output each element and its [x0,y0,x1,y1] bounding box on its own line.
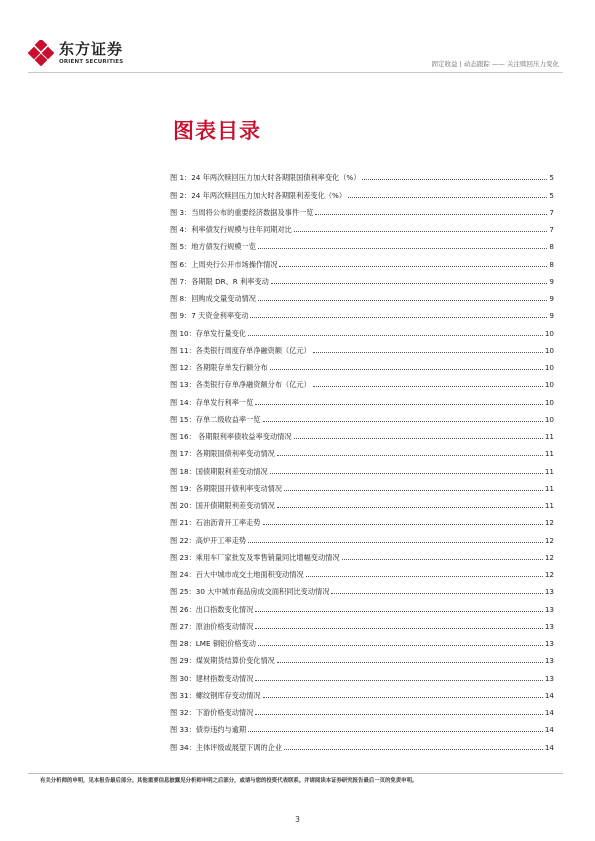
toc-entry[interactable] [170,579,554,596]
toc-entry-label: 图 23：乘用车厂家批发及零售销量同比增幅变动情况 [170,552,340,562]
toc-entry[interactable] [170,200,554,217]
toc-entry-page: 7 [549,225,554,234]
toc-leader-dots [258,300,548,301]
toc-entry-label: 图 16： 各期限利率债收益率变动情况 [170,432,292,441]
toc-leader-dots [306,576,543,577]
toc-entry[interactable] [170,234,554,251]
toc-entry-page: 11 [544,432,554,441]
toc-leader-dots [271,283,548,284]
disclaimer: 有关分析师的申明，见本报告最后部分。其他重要信息披露见分析师申明之后部分，或请与您的投资代表联系。并请阅读本证券研究报告最后一页的免责申明。 [40,778,418,784]
toc-entry[interactable] [170,407,554,424]
toc-entry[interactable] [170,562,554,579]
toc-leader-dots [284,749,543,750]
toc-entry-page: 11 [544,466,554,476]
toc-entry[interactable] [170,510,554,527]
toc-entry-label: 图 34：主体评级或展望下调的企业 [170,742,283,752]
toc-entry-label: 图 6：上周央行公开市场操作情况 [170,259,278,269]
toc-leader-dots [255,404,543,405]
toc-leader-dots [279,266,547,267]
toc-entry-label: 图 15：存单二级收益率一览 [170,414,261,424]
toc-entry-label: 图 11：各类银行周度存单净融资额（亿元） [170,345,311,355]
toc-leader-dots [313,352,543,353]
toc-entry-label: 图 24：百大中城市成交土地面积变动情况 [170,570,304,579]
toc-entry[interactable] [170,217,554,234]
toc-entry[interactable] [170,389,554,406]
toc-entry-page: 10 [544,414,554,424]
toc-entry-label: 图 5：地方债发行规模一览 [170,242,256,252]
toc-entry-label: 图 7：各期限 DR、R 利率变动 [170,276,269,286]
toc-entry-label: 图 27：原油价格变动情况 [170,621,254,631]
toc-leader-dots [255,714,543,715]
toc-leader-dots [255,611,543,612]
toc-leader-dots [277,455,543,456]
toc-entry-page: 13 [544,604,554,614]
toc-leader-dots [250,317,547,318]
toc-entry-label: 图 18：国债期限利差变动情况 [170,466,268,476]
toc-entry-label: 图 22：高炉开工率走势 [170,535,247,545]
toc-entry-page: 5 [549,173,554,183]
toc-leader-dots [263,524,543,525]
toc-entry[interactable] [170,165,554,182]
toc-leader-dots [348,197,547,198]
toc-leader-dots [255,680,543,681]
toc-entry-page: 9 [549,311,554,321]
toc-leader-dots [270,369,543,370]
toc-entry-page: 13 [544,673,554,683]
toc-entry-page: 13 [544,639,554,648]
toc-entry-label: 图 4：利率债发行规模与往年同期对比 [170,225,292,234]
toc-entry-label: 图 9：7 天资金利率变动 [170,311,249,321]
toc-entry[interactable] [170,303,554,320]
logo-chinese-name: 东方证券 [59,40,124,58]
report-category: 固定收益 | 动态跟踪 —— 关注赎回压力变化 [431,60,559,68]
toc-entry-page: 7 [549,207,554,217]
toc-entry-page: 10 [544,397,554,407]
header-divider [28,72,563,73]
toc-entry[interactable] [170,182,554,199]
toc-leader-dots [248,335,543,336]
page-number: 3 [295,815,300,824]
toc-entry[interactable] [170,717,554,734]
toc-leader-dots [258,248,548,249]
toc-entry-page: 9 [549,294,554,303]
toc-entry[interactable] [170,734,554,751]
toc-entry[interactable] [170,700,554,717]
toc-leader-dots [294,231,548,232]
toc-leader-dots [294,438,543,439]
toc-entry-label: 图 13：各类银行存单净融资额分布（亿元） [170,380,311,390]
toc-leader-dots [263,697,543,698]
toc-entry-page: 11 [544,501,554,510]
toc-leader-dots [248,542,543,543]
logo-english-name: ORIENT SECURITIES [59,59,124,65]
table-of-figures [170,165,554,752]
page-header [0,0,595,80]
toc-entry[interactable] [170,614,554,631]
toc-entry[interactable] [170,665,554,682]
toc-entry-label: 图 31：螺纹钢库存变动情况 [170,690,261,700]
toc-entry[interactable] [170,355,554,372]
toc-entry-label: 图 1：24 年两次赎回压力加大时各期限国债利率变化（%） [170,173,361,183]
toc-leader-dots [284,490,543,491]
toc-entry[interactable] [170,372,554,389]
toc-entry-page: 11 [544,483,554,493]
page-title: 图表目录 [173,119,261,143]
toc-leader-dots [270,473,543,474]
toc-entry-label: 图 20：国开债期限利差变动情况 [170,501,275,510]
toc-entry-page: 11 [544,449,554,459]
toc-entry-label: 图 32：下游价格变动情况 [170,708,254,717]
toc-entry-page: 12 [544,518,554,528]
toc-entry-page: 14 [544,708,554,717]
toc-leader-dots [362,179,547,180]
toc-entry-label: 图 19：各期限国开债利率变动情况 [170,483,283,493]
toc-entry-label: 图 12：各期限存单发行额分布 [170,363,268,372]
toc-entry-label: 图 33：债券违约与逾期 [170,725,247,735]
toc-entry-page: 13 [544,621,554,631]
toc-entry-page: 10 [544,380,554,390]
toc-entry-label: 图 14：存单发行利率一览 [170,397,254,407]
toc-entry-page: 12 [544,552,554,562]
toc-leader-dots [255,628,543,629]
toc-entry-label: 图 29：煤炭期货结算价变化情况 [170,656,275,666]
toc-entry-page: 12 [544,535,554,545]
toc-entry[interactable] [170,320,554,337]
toc-leader-dots [248,731,543,732]
toc-leader-dots [277,507,543,508]
toc-leader-dots [331,593,542,594]
toc-leader-dots [258,645,543,646]
toc-entry-page: 12 [544,570,554,579]
toc-entry-page: 5 [549,190,554,200]
toc-entry-label: 图 10：存单发行量变化 [170,328,247,338]
toc-entry-page: 10 [544,363,554,372]
toc-entry-page: 13 [544,587,554,597]
toc-entry-label: 图 8：回购成交量变动情况 [170,294,256,303]
toc-entry-label: 图 2：24 年两次赎回压力加大时各期限利差变化（%） [170,190,347,200]
toc-entry-label: 图 25：30 大中城市商品房成交面积同比变动情况 [170,587,330,597]
toc-entry-page: 14 [544,725,554,735]
footer-divider [28,773,563,774]
toc-entry-label: 图 21：石油沥青开工率走势 [170,518,261,528]
toc-entry[interactable] [170,269,554,286]
toc-entry[interactable] [170,476,554,493]
toc-leader-dots [277,662,543,663]
toc-leader-dots [315,214,547,215]
toc-entry-label: 图 26：出口指数变化情况 [170,604,254,614]
toc-entry[interactable] [170,251,554,268]
toc-entry-page: 13 [544,656,554,666]
toc-entry[interactable] [170,631,554,648]
toc-leader-dots [313,386,543,387]
toc-leader-dots [263,421,543,422]
toc-entry-label: 图 3：当周将公布的重要经济数据及事件一览 [170,207,314,217]
toc-entry[interactable] [170,545,554,562]
toc-entry-page: 14 [544,690,554,700]
toc-entry[interactable] [170,286,554,303]
toc-entry-page: 9 [549,276,554,286]
toc-entry[interactable] [170,683,554,700]
toc-entry-label: 图 28：LME 铜铝价格变动 [170,639,256,648]
toc-entry[interactable] [170,441,554,458]
toc-entry[interactable] [170,648,554,665]
toc-entry-page: 8 [549,242,554,252]
toc-entry[interactable] [170,596,554,613]
toc-entry-label: 图 17：各期限国债利率变动情况 [170,449,275,459]
toc-entry[interactable] [170,527,554,544]
toc-entry[interactable] [170,424,554,441]
toc-entry[interactable] [170,493,554,510]
toc-entry-label: 图 30：建材指数变动情况 [170,673,254,683]
toc-entry-page: 14 [544,742,554,752]
toc-entry-page: 8 [549,259,554,269]
company-logo [28,40,148,76]
toc-leader-dots [342,559,543,560]
orient-logo-icon [28,40,54,66]
toc-entry[interactable] [170,458,554,475]
toc-entry-page: 10 [544,345,554,355]
toc-entry[interactable] [170,338,554,355]
toc-entry-page: 10 [544,328,554,338]
